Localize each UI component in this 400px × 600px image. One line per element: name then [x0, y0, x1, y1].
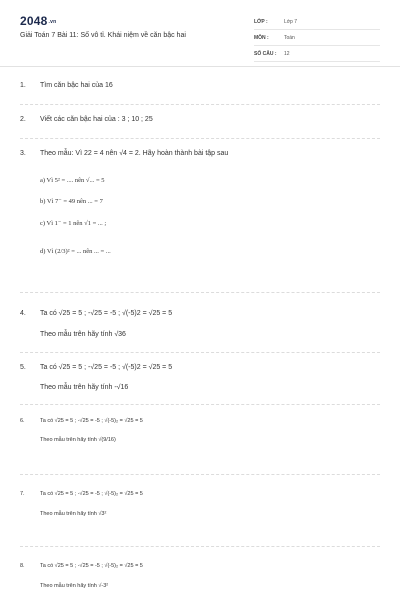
document-title: Giải Toán 7 Bài 11: Số vô tỉ. Khái niệm về căn bậc hai: [20, 32, 186, 39]
meta-label: SỐ CÂU :: [254, 50, 277, 57]
meta-value: Toán: [284, 34, 295, 41]
sub-question-d: d) Vì (2/3)² = ... nên ... = ...: [40, 248, 111, 255]
logo-text: 2048: [20, 14, 48, 28]
question-number: 2.: [20, 116, 26, 123]
question-instruction: Theo mẫu trên hãy tính √-3²: [40, 583, 109, 589]
meta-row-question-count: [254, 46, 380, 62]
question-number: 7.: [20, 491, 25, 497]
question-number: 4.: [20, 310, 26, 317]
meta-row-grade: [254, 14, 380, 30]
question-number: 8.: [20, 563, 25, 569]
meta-info: [254, 14, 380, 62]
divider: [20, 546, 380, 547]
meta-row-subject: [254, 30, 380, 46]
divider: [20, 352, 380, 353]
question-number: 3.: [20, 150, 26, 157]
meta-label: LỚP :: [254, 18, 268, 25]
divider: [20, 404, 380, 405]
sub-question-c: c) Vì 1⁻ = 1 nên √1 = ... ;: [40, 220, 107, 227]
question-text: Ta có √25 = 5 ; -√25 = -5 ; √(-5)₂ = √25 = 5: [40, 491, 143, 497]
question-text: Ta có √25 = 5 ; -√25 = -5 ; √(-5)2 = √25 = 5: [40, 364, 173, 371]
question-text: Tìm căn bậc hai của 16: [40, 82, 113, 89]
meta-value: Lớp 7: [284, 18, 298, 25]
meta-value: 12: [284, 50, 290, 57]
question-text: Ta có √25 = 5 ; -√25 = -5 ; √(-5)₂ = √25 = 5: [40, 563, 143, 569]
question-text: Viết các căn bậc hai của : 3 ; 10 ; 25: [40, 116, 153, 123]
divider: [20, 474, 380, 475]
question-text: Theo mẫu: Vì 22 = 4 nên √4 = 2. Hãy hoàn thành bài tập sau: [40, 150, 229, 157]
question-text: Ta có √25 = 5 ; -√25 = -5 ; √(-5)₂ = √25 = 5: [40, 418, 143, 424]
page-header: [0, 0, 400, 67]
sub-question-b: b) Vì 7⁻ = 49 nên ... = 7: [40, 198, 103, 205]
divider: [20, 138, 380, 139]
question-number: 6.: [20, 418, 25, 424]
question-number: 1.: [20, 82, 26, 89]
logo-tld: .vn: [48, 18, 57, 25]
question-instruction: Theo mẫu trên hãy tính -√16: [40, 384, 129, 391]
divider: [20, 104, 380, 105]
divider: [20, 292, 380, 293]
sub-question-a: a) Vì 5² = .... nên √... = 5: [40, 177, 105, 184]
site-logo[interactable]: [20, 14, 56, 28]
question-instruction: Theo mẫu trên hãy tính √3²: [40, 511, 107, 517]
question-instruction: Theo mẫu trên hãy tính √36: [40, 331, 126, 338]
meta-label: MÔN :: [254, 34, 269, 41]
question-text: Ta có √25 = 5 ; -√25 = -5 ; √(-5)2 = √25 = 5: [40, 310, 173, 317]
question-instruction: Theo mẫu trên hãy tính √(9/16): [40, 437, 116, 443]
question-number: 5.: [20, 364, 26, 371]
